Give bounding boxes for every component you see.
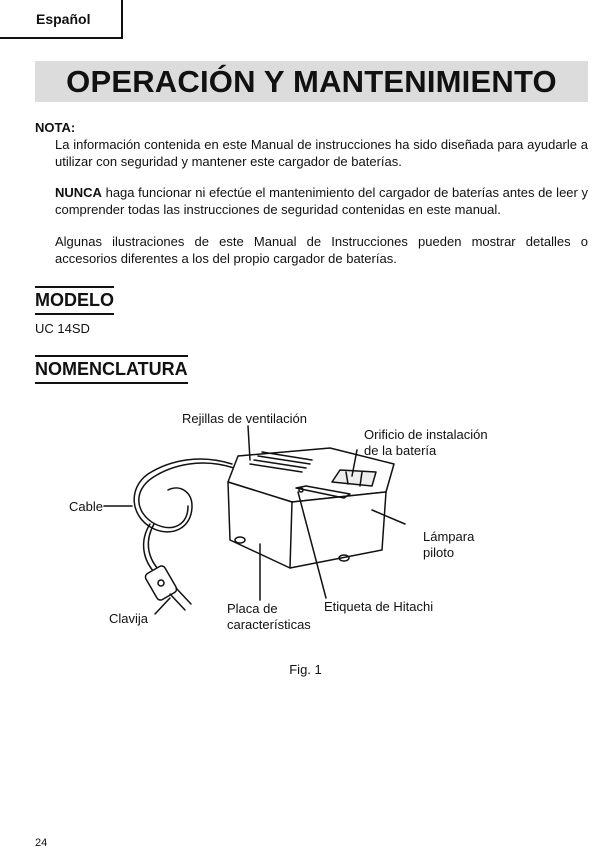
figure-caption: Fig. 1 — [289, 662, 322, 677]
note-paragraph-3: Algunas ilustraciones de este Manual de Instrucciones pueden mostrar detalles o accesorios diferentes a los del propio cargador de baterías. — [55, 234, 588, 266]
plug-label: Clavija — [109, 611, 149, 626]
model-heading-rule-bottom — [35, 313, 114, 315]
model-heading-text: MODELO — [35, 290, 114, 310]
model-heading — [35, 286, 114, 315]
nomenclature-heading-rule-top — [35, 355, 188, 357]
hitachi-label-label: Etiqueta de Hitachi — [324, 599, 434, 614]
battery-hole-label-line1: Orificio de instalación — [364, 427, 488, 442]
language-tab — [0, 0, 123, 39]
charger-figure — [0, 380, 611, 640]
model-heading-rule-top — [35, 286, 114, 288]
battery-hole-label-line2: de la batería — [364, 443, 437, 458]
rating-plate-label-line1: Placa de — [227, 601, 278, 616]
vents-label: Rejillas de ventilación — [182, 411, 308, 426]
pilot-lamp-label-line1: Lámpara — [423, 529, 475, 544]
note-paragraph-2 — [55, 184, 588, 218]
note-paragraph-2-text: haga funcionar ni efectúe el mantenimiento del cargador de baterías antes de leer y comprender todas las instrucciones de seguridad contenidas en este manual. — [55, 185, 588, 217]
language-label: Español — [36, 11, 91, 27]
note-paragraph-1: La información contenida en este Manual de instrucciones ha sido diseñada para ayudarle a utilizar con seguridad y mantener este cargador de baterías. — [55, 137, 588, 169]
model-value: UC 14SD — [35, 321, 90, 336]
cable-label: Cable — [69, 499, 103, 514]
never-emphasis: NUNCA — [55, 185, 102, 200]
page-title: OPERACIÓN Y MANTENIMIENTO — [66, 64, 557, 99]
rating-plate-label-line2: características — [227, 617, 311, 632]
charger-body — [228, 448, 394, 568]
nomenclature-heading-text: NOMENCLATURA — [35, 359, 188, 379]
note-label: NOTA: — [35, 120, 76, 135]
pilot-lamp-label-line2: piloto — [423, 545, 455, 560]
page-title-bar — [35, 61, 588, 102]
plug-icon — [144, 565, 191, 610]
page-number: 24 — [35, 837, 48, 849]
